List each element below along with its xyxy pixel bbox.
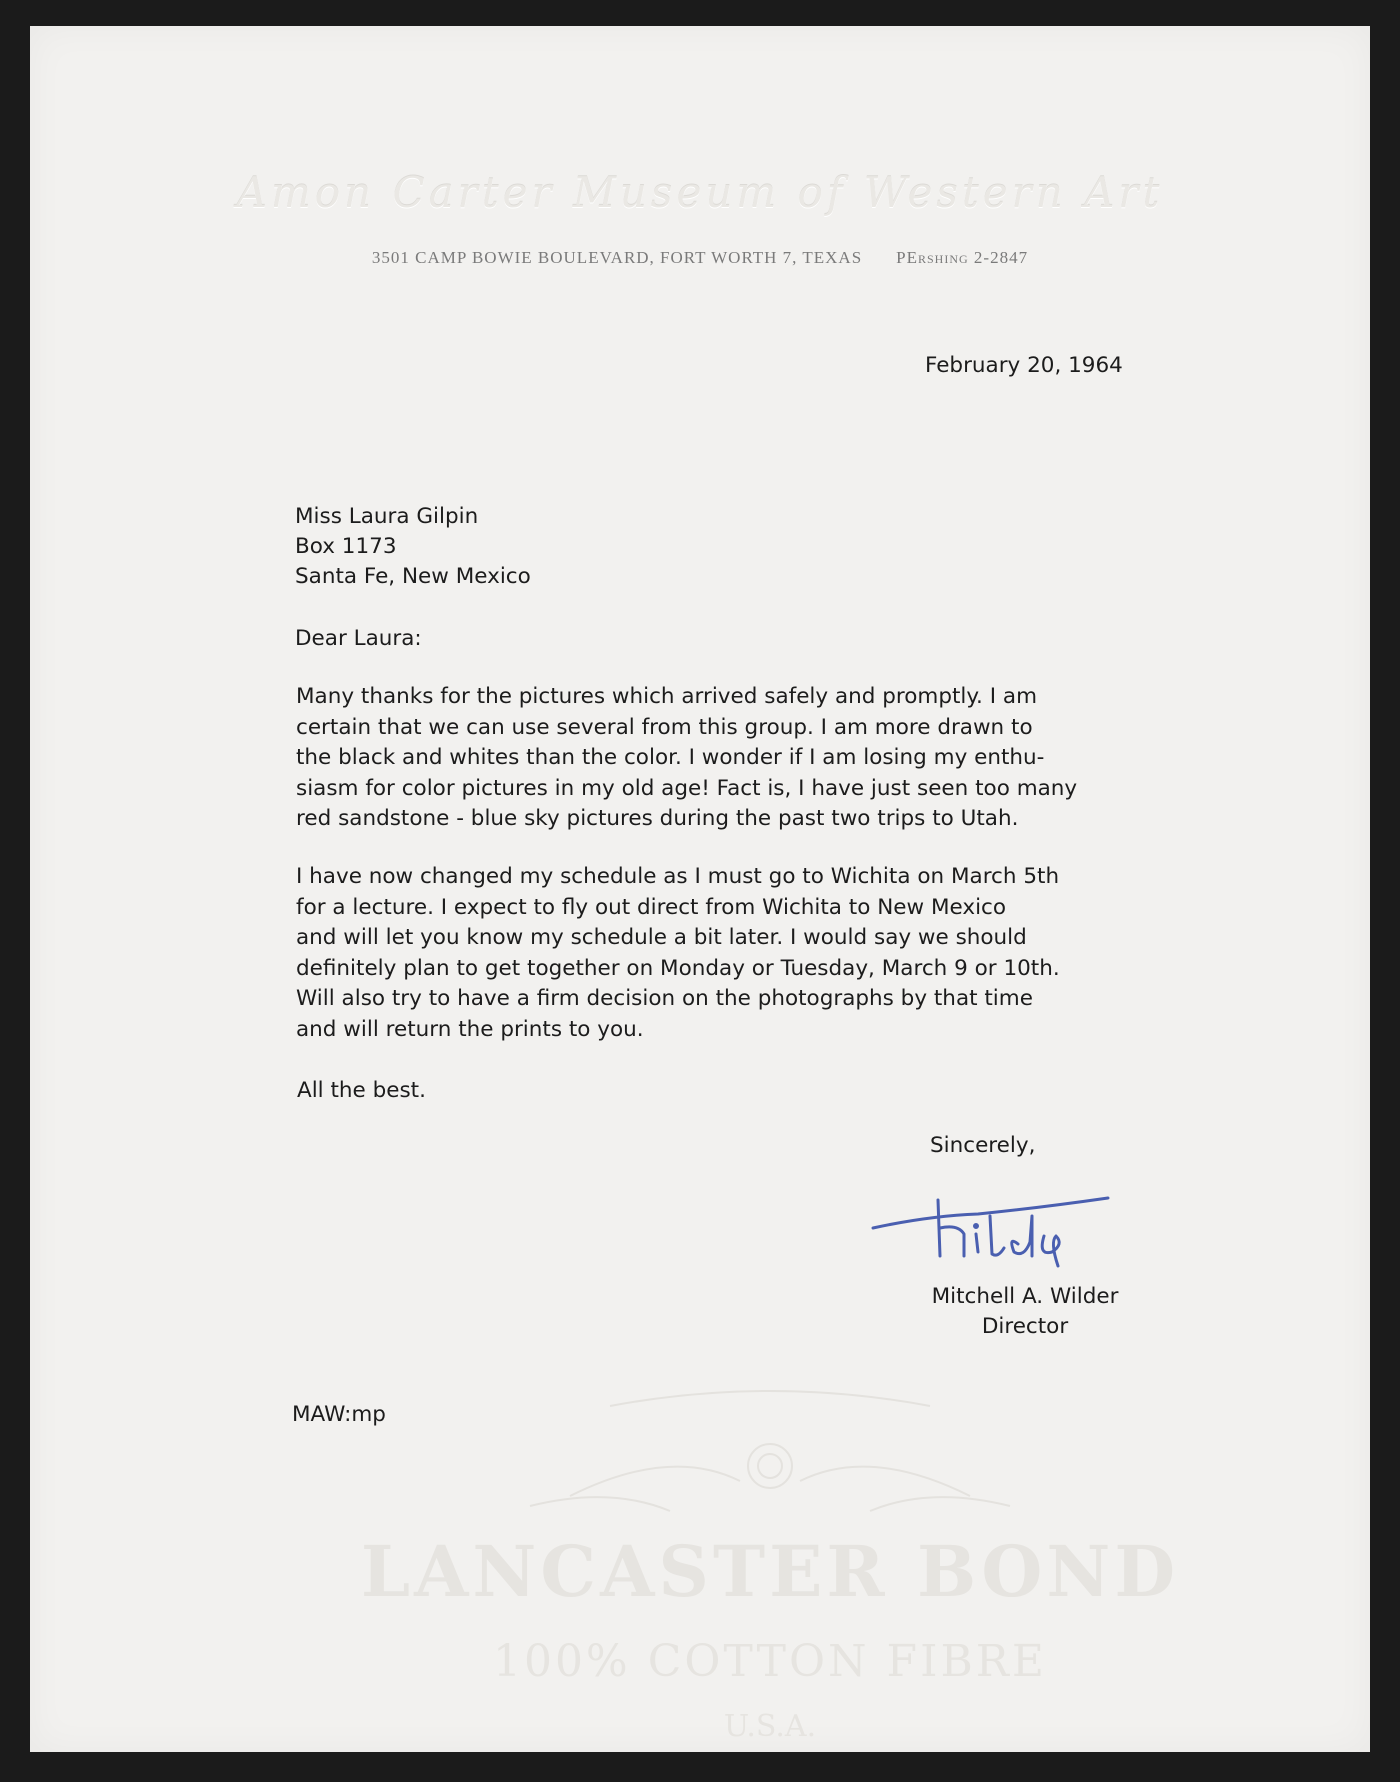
recipient-line: Miss Laura Gilpin bbox=[295, 504, 479, 529]
recipient-line: Box 1173 bbox=[295, 534, 397, 559]
paragraph-line: siasm for color pictures in my old age! Fact is, I have just seen too many bbox=[296, 775, 1078, 801]
paragraph-line: Many thanks for the pictures which arrived safely and promptly. I am bbox=[296, 684, 1038, 709]
letter-page bbox=[30, 26, 1370, 1752]
paragraph-line: red sandstone - blue sky pictures during the past two trips to Utah. bbox=[296, 806, 1019, 831]
paragraph-line: and will return the prints to you. bbox=[296, 1016, 644, 1042]
paragraph-line: Will also try to have a firm decision on the photographs by that time bbox=[296, 986, 1033, 1011]
paragraph-line: definitely plan to get together on Monday or Tuesday, March 9 or 10th. bbox=[296, 955, 1060, 981]
signer-name: Mitchell A. Wilder bbox=[931, 1284, 1119, 1309]
recipient-line: Santa Fe, New Mexico bbox=[295, 564, 531, 589]
lancaster-bond-watermark bbox=[360, 1386, 1180, 1766]
paragraph-line: the black and whites than the color. I wonder if I am losing my enthu- bbox=[296, 745, 1045, 770]
signer-title: Director bbox=[981, 1314, 1069, 1339]
letterhead-address: 3501 CAMP BOWIE BOULEVARD, FORT WORTH 7, TEXAS bbox=[371, 248, 863, 267]
paragraph-line: and will let you know my schedule a bit later. I would say we should bbox=[296, 925, 1027, 950]
closing-line: All the best. bbox=[297, 1078, 426, 1103]
letterhead-address-line bbox=[30, 248, 1370, 268]
letter-date: February 20, 1964 bbox=[925, 353, 1123, 378]
svg-text:LANCASTER BOND: LANCASTER BOND bbox=[360, 1530, 1180, 1613]
letterhead-phone: PErshing 2-2847 bbox=[896, 248, 1029, 267]
body-paragraph-2 bbox=[296, 862, 1060, 1045]
paragraph-line: for a lecture. I expect to fly out direct from Wichita to New Mexico bbox=[296, 894, 1007, 920]
recipient-address-block bbox=[295, 502, 531, 592]
reference-initials: MAW:mp bbox=[292, 1402, 386, 1427]
salutation: Dear Laura: bbox=[295, 626, 422, 651]
paragraph-line: I have now changed my schedule as I must go to Wichita on March 5th bbox=[296, 864, 1060, 889]
paragraph-line: certain that we can use several from this group. I am more drawn to bbox=[296, 714, 1033, 740]
signer-block bbox=[895, 1282, 1155, 1342]
svg-text:U.S.A.: U.S.A. bbox=[723, 1709, 817, 1744]
body-paragraph-1 bbox=[296, 682, 1077, 835]
complimentary-close: Sincerely, bbox=[930, 1133, 1036, 1158]
letterhead-embossed-title: Amon Carter Museum of Western Art bbox=[236, 168, 1164, 217]
handwritten-signature bbox=[868, 1186, 1128, 1282]
svg-text:100% COTTON FIBRE: 100% COTTON FIBRE bbox=[492, 1636, 1048, 1687]
